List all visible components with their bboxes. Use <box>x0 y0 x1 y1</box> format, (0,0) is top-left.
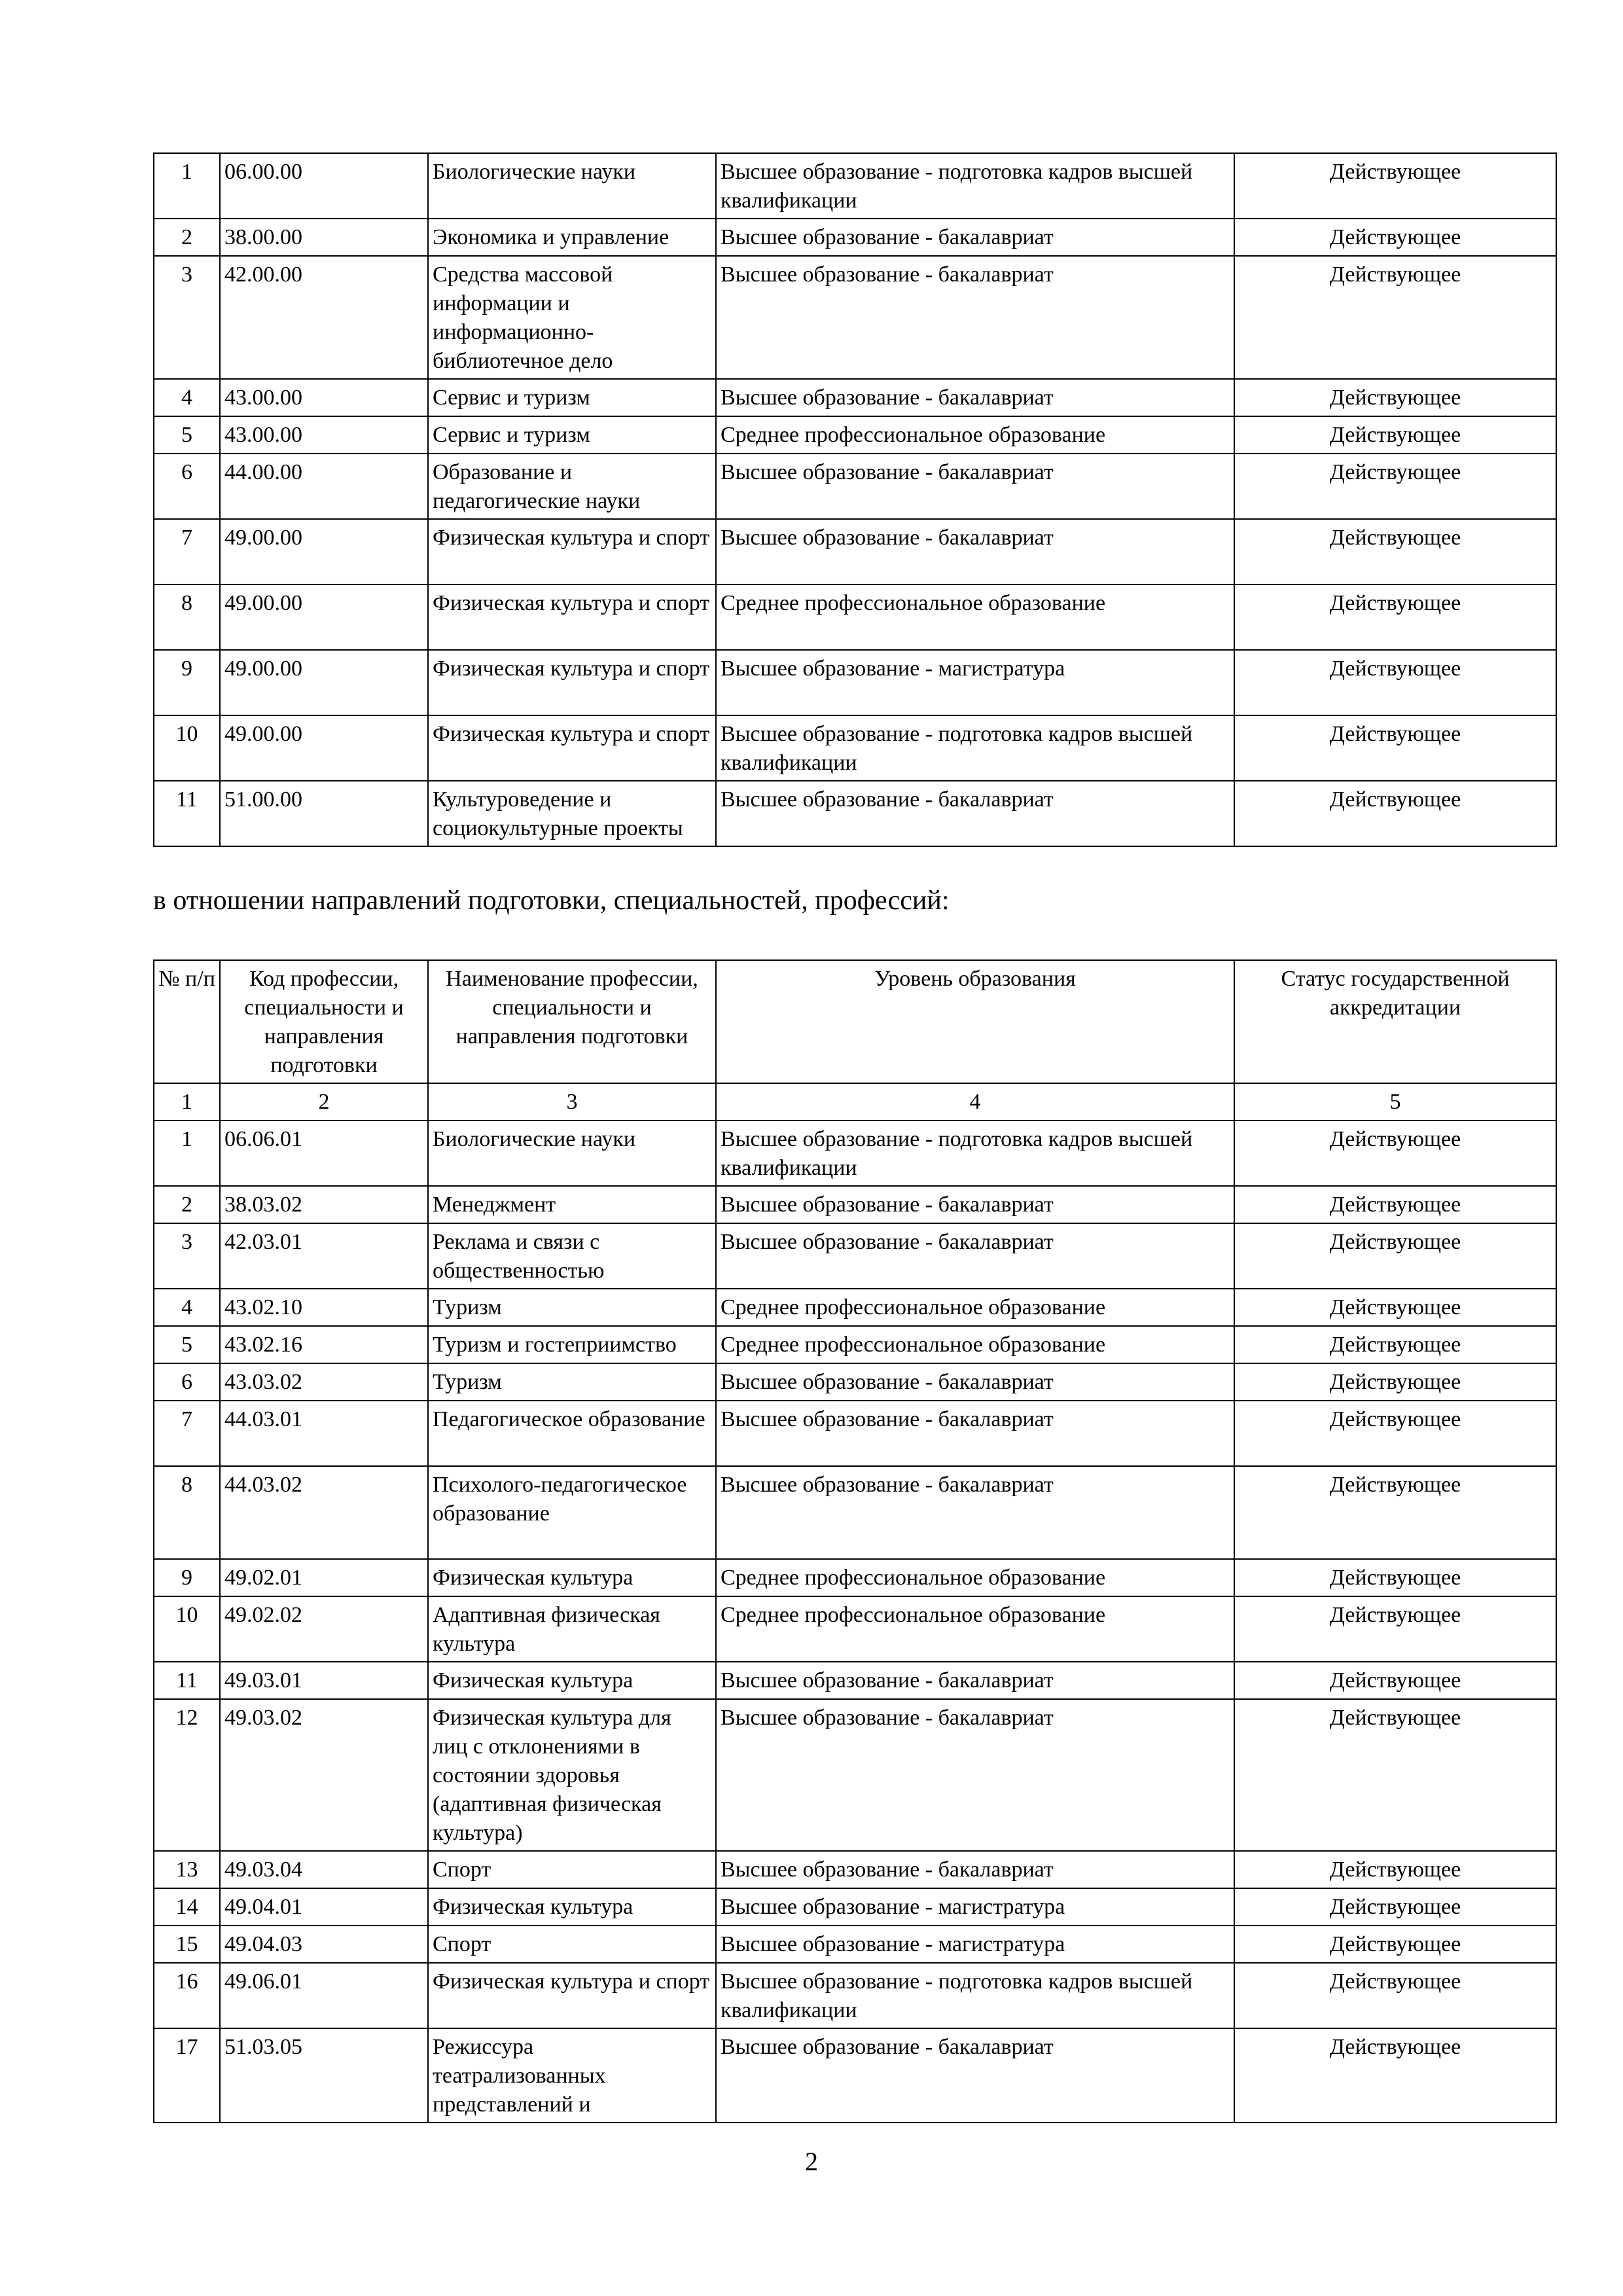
row-level: Среднее профессиональное образование <box>716 416 1234 454</box>
row-status: Действующее <box>1234 219 1556 256</box>
table-row <box>154 1963 1556 2028</box>
row-number: 12 <box>154 1699 220 1851</box>
row-number: 5 <box>154 1326 220 1363</box>
row-code: 49.03.04 <box>220 1851 428 1888</box>
table-row <box>154 2028 1556 2123</box>
row-code: 49.00.00 <box>220 650 428 715</box>
row-status: Действующее <box>1234 1662 1556 1699</box>
row-name: Спорт <box>428 1926 716 1963</box>
row-status: Действующее <box>1234 1596 1556 1662</box>
table-row <box>154 1559 1556 1596</box>
row-level: Высшее образование - бакалавриат <box>716 519 1234 584</box>
header-status: Статус государственной аккредитации <box>1234 960 1556 1083</box>
row-number: 9 <box>154 1559 220 1596</box>
table-row <box>154 584 1556 650</box>
row-status: Действующее <box>1234 584 1556 650</box>
table-row <box>154 153 1556 219</box>
row-level: Высшее образование - бакалавриат <box>716 1662 1234 1699</box>
row-name: Образование и педагогические науки <box>428 454 716 519</box>
row-level: Высшее образование - бакалавриат <box>716 1401 1234 1466</box>
row-name: Спорт <box>428 1851 716 1888</box>
row-name: Экономика и управление <box>428 219 716 256</box>
row-number: 2 <box>154 219 220 256</box>
row-name: Сервис и туризм <box>428 379 716 416</box>
table-row <box>154 1121 1556 1186</box>
row-level: Высшее образование - подготовка кадров высшей квалификации <box>716 1963 1234 2028</box>
row-status: Действующее <box>1234 454 1556 519</box>
row-name: Сервис и туризм <box>428 416 716 454</box>
row-number: 9 <box>154 650 220 715</box>
row-number: 11 <box>154 1662 220 1699</box>
row-code: 43.02.16 <box>220 1326 428 1363</box>
table-row <box>154 1662 1556 1699</box>
row-number: 1 <box>154 1121 220 1186</box>
row-status: Действующее <box>1234 1223 1556 1289</box>
table-row <box>154 519 1556 584</box>
row-name: Реклама и связи с общественностью <box>428 1223 716 1289</box>
row-status: Действующее <box>1234 1926 1556 1963</box>
row-status: Действующее <box>1234 715 1556 781</box>
table-row <box>154 379 1556 416</box>
table-row <box>154 715 1556 781</box>
row-name: Туризм и гостеприимство <box>428 1326 716 1363</box>
row-name: Физическая культура <box>428 1662 716 1699</box>
row-number: 16 <box>154 1963 220 2028</box>
row-level: Среднее профессиональное образование <box>716 1289 1234 1326</box>
row-number: 7 <box>154 1401 220 1466</box>
row-name: Физическая культура и спорт <box>428 584 716 650</box>
row-number: 7 <box>154 519 220 584</box>
row-name: Менеджмент <box>428 1186 716 1223</box>
row-name: Биологические науки <box>428 153 716 219</box>
row-name: Культуроведение и социокультурные проекты <box>428 781 716 846</box>
row-status: Действующее <box>1234 1963 1556 2028</box>
row-name: Физическая культура и спорт <box>428 1963 716 2028</box>
row-number: 6 <box>154 1363 220 1401</box>
column-number-row <box>154 1083 1556 1121</box>
row-number: 2 <box>154 1186 220 1223</box>
row-number: 8 <box>154 1466 220 1559</box>
table-row <box>154 781 1556 846</box>
row-status: Действующее <box>1234 153 1556 219</box>
row-level: Высшее образование - бакалавриат <box>716 781 1234 846</box>
row-status: Действующее <box>1234 416 1556 454</box>
row-status: Действующее <box>1234 1363 1556 1401</box>
row-code: 49.00.00 <box>220 715 428 781</box>
table-row <box>154 1363 1556 1401</box>
row-name: Физическая культура <box>428 1559 716 1596</box>
row-code: 44.03.02 <box>220 1466 428 1559</box>
row-code: 49.00.00 <box>220 584 428 650</box>
row-number: 3 <box>154 1223 220 1289</box>
row-code: 49.06.01 <box>220 1963 428 2028</box>
row-number: 3 <box>154 256 220 379</box>
row-code: 42.03.01 <box>220 1223 428 1289</box>
row-status: Действующее <box>1234 379 1556 416</box>
row-status: Действующее <box>1234 781 1556 846</box>
row-status: Действующее <box>1234 1699 1556 1851</box>
header-level: Уровень образования <box>716 960 1234 1083</box>
row-number: 1 <box>154 153 220 219</box>
row-level: Высшее образование - бакалавриат <box>716 1363 1234 1401</box>
column-number: 2 <box>220 1083 428 1121</box>
row-name: Физическая культура и спорт <box>428 650 716 715</box>
row-code: 43.00.00 <box>220 379 428 416</box>
section-title: в отношении направлений подготовки, специальностей, профессий: <box>153 886 950 916</box>
row-level: Высшее образование - магистратура <box>716 1926 1234 1963</box>
row-level: Среднее профессиональное образование <box>716 1559 1234 1596</box>
row-status: Действующее <box>1234 1559 1556 1596</box>
row-name: Адаптивная физическая культура <box>428 1596 716 1662</box>
table-row <box>154 1699 1556 1851</box>
row-code: 06.06.01 <box>220 1121 428 1186</box>
row-level: Высшее образование - бакалавриат <box>716 1466 1234 1559</box>
row-status: Действующее <box>1234 256 1556 379</box>
row-status: Действующее <box>1234 1121 1556 1186</box>
row-number: 10 <box>154 715 220 781</box>
row-code: 49.04.03 <box>220 1926 428 1963</box>
row-name: Физическая культура для лиц с отклонениями в состоянии здоровья (адаптивная физическая культура) <box>428 1699 716 1851</box>
row-level: Среднее профессиональное образование <box>716 584 1234 650</box>
row-code: 43.00.00 <box>220 416 428 454</box>
table-row <box>154 1466 1556 1559</box>
accreditation-table-programs <box>153 960 1557 2123</box>
row-status: Действующее <box>1234 1326 1556 1363</box>
table-row <box>154 1851 1556 1888</box>
column-number: 4 <box>716 1083 1234 1121</box>
row-number: 14 <box>154 1888 220 1926</box>
row-number: 4 <box>154 379 220 416</box>
row-code: 49.04.01 <box>220 1888 428 1926</box>
row-name: Физическая культура и спорт <box>428 519 716 584</box>
row-level: Высшее образование - бакалавриат <box>716 1851 1234 1888</box>
row-number: 5 <box>154 416 220 454</box>
header-num: № п/п <box>154 960 220 1083</box>
column-number: 3 <box>428 1083 716 1121</box>
row-code: 51.03.05 <box>220 2028 428 2123</box>
table-row <box>154 1289 1556 1326</box>
row-number: 15 <box>154 1926 220 1963</box>
table-row <box>154 1186 1556 1223</box>
row-name: Туризм <box>428 1363 716 1401</box>
row-name: Психолого-педагогическое образование <box>428 1466 716 1559</box>
table-row <box>154 1596 1556 1662</box>
row-name: Режиссура театрализованных представлений и <box>428 2028 716 2123</box>
row-code: 49.03.01 <box>220 1662 428 1699</box>
row-level: Высшее образование - бакалавриат <box>716 379 1234 416</box>
row-number: 6 <box>154 454 220 519</box>
row-number: 11 <box>154 781 220 846</box>
row-level: Среднее профессиональное образование <box>716 1326 1234 1363</box>
row-status: Действующее <box>1234 1888 1556 1926</box>
header-code: Код профессии, специальности и направления подготовки <box>220 960 428 1083</box>
column-number: 5 <box>1234 1083 1556 1121</box>
column-number: 1 <box>154 1083 220 1121</box>
table-row <box>154 416 1556 454</box>
table-row <box>154 1223 1556 1289</box>
row-status: Действующее <box>1234 1466 1556 1559</box>
row-level: Высшее образование - бакалавриат <box>716 1186 1234 1223</box>
row-code: 49.03.02 <box>220 1699 428 1851</box>
row-level: Среднее профессиональное образование <box>716 1596 1234 1662</box>
page-number: 2 <box>805 2147 818 2176</box>
accreditation-table-groups <box>153 152 1557 847</box>
row-status: Действующее <box>1234 2028 1556 2123</box>
row-name: Средства массовой информации и информационно-библиотечное дело <box>428 256 716 379</box>
row-status: Действующее <box>1234 519 1556 584</box>
row-number: 17 <box>154 2028 220 2123</box>
table-row <box>154 454 1556 519</box>
row-status: Действующее <box>1234 1186 1556 1223</box>
table-header-row <box>154 960 1556 1083</box>
row-number: 10 <box>154 1596 220 1662</box>
row-code: 44.00.00 <box>220 454 428 519</box>
row-status: Действующее <box>1234 1851 1556 1888</box>
row-code: 42.00.00 <box>220 256 428 379</box>
row-level: Высшее образование - бакалавриат <box>716 454 1234 519</box>
row-code: 49.00.00 <box>220 519 428 584</box>
table-row <box>154 1326 1556 1363</box>
header-name: Наименование профессии, специальности и направления подготовки <box>428 960 716 1083</box>
row-level: Высшее образование - бакалавриат <box>716 2028 1234 2123</box>
row-level: Высшее образование - бакалавриат <box>716 1223 1234 1289</box>
table-row <box>154 256 1556 379</box>
row-level: Высшее образование - подготовка кадров высшей квалификации <box>716 1121 1234 1186</box>
row-name: Туризм <box>428 1289 716 1326</box>
row-name: Биологические науки <box>428 1121 716 1186</box>
table-row <box>154 1401 1556 1466</box>
row-code: 43.03.02 <box>220 1363 428 1401</box>
row-code: 49.02.01 <box>220 1559 428 1596</box>
row-status: Действующее <box>1234 650 1556 715</box>
table-row <box>154 219 1556 256</box>
row-status: Действующее <box>1234 1401 1556 1466</box>
row-number: 13 <box>154 1851 220 1888</box>
row-level: Высшее образование - подготовка кадров высшей квалификации <box>716 715 1234 781</box>
row-level: Высшее образование - магистратура <box>716 1888 1234 1926</box>
row-status: Действующее <box>1234 1289 1556 1326</box>
row-code: 43.02.10 <box>220 1289 428 1326</box>
row-code: 38.00.00 <box>220 219 428 256</box>
table-row <box>154 650 1556 715</box>
table-row <box>154 1888 1556 1926</box>
row-code: 51.00.00 <box>220 781 428 846</box>
row-number: 4 <box>154 1289 220 1326</box>
row-code: 38.03.02 <box>220 1186 428 1223</box>
row-name: Педагогическое образование <box>428 1401 716 1466</box>
row-level: Высшее образование - бакалавриат <box>716 1699 1234 1851</box>
table-row <box>154 1926 1556 1963</box>
row-level: Высшее образование - магистратура <box>716 650 1234 715</box>
row-code: 49.02.02 <box>220 1596 428 1662</box>
row-level: Высшее образование - бакалавриат <box>716 256 1234 379</box>
row-code: 06.00.00 <box>220 153 428 219</box>
row-name: Физическая культура и спорт <box>428 715 716 781</box>
row-level: Высшее образование - бакалавриат <box>716 219 1234 256</box>
row-number: 8 <box>154 584 220 650</box>
row-name: Физическая культура <box>428 1888 716 1926</box>
row-code: 44.03.01 <box>220 1401 428 1466</box>
row-level: Высшее образование - подготовка кадров высшей квалификации <box>716 153 1234 219</box>
